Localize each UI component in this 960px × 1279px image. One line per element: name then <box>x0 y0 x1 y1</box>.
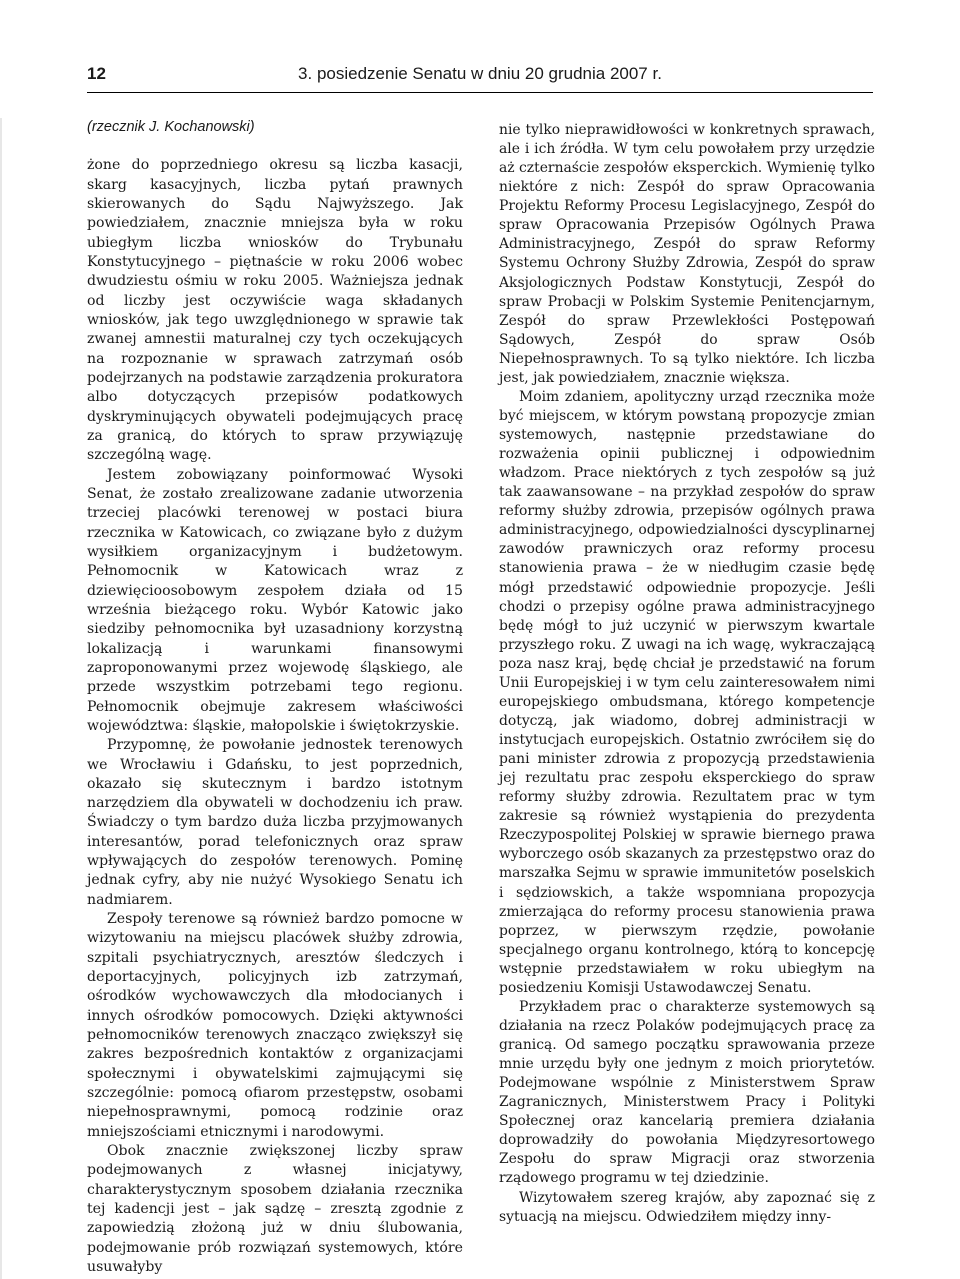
paragraph: Moim zdaniem, apolityczny urząd rzecznika może być miejscem, w którym powstaną propozycje zmian systemowych, następnie przedstawiane do rozważenia opinii publicznej i odpowiednim władzom. Prace niektórych z tych zespołów są już tak zaawansowane – na przykład zespołów do spraw reformy służby zdrowia, przepisów ogólnych prawa administracyjnego, odpowiedzialności dyscyplinarnej zawodów prawniczych oraz reformy procesu stanowienia prawa – że w niedługim czasie będę mógł przedstawić odpowiednie propozycje. Jeśli chodzi o przepisy ogólne prawa administracyjnego będę mógł to już uczynić w pierwszym kwartale przyszłego roku. Z uwagi na ich wagę, wykraczającą poza nasz kraj, będę chciał je przedstawić na forum Unii Europejskiej i w tym celu zainteresowałem nimi europejskiego ombudsmana, którego kompetencje dotyczą, jak wiadomo, dobrej administracji w instytucjach europejskich. Ostatnio zwróciłem się do pani minister zdrowia z propozycją przedstawienia jej rezultatu prac zespołu eksperckiego do spraw reformy służby zdrowia. Rezultatem prac w tym zakresie są również wystąpienia do prezydenta Rzeczypospolitej Polskiej w sprawie biernego prawa wyborczego osób skazanych za przestępstwo oraz do marszałka Sejmu w sprawie immunitetów poselskich i sędziowskich, a także wspomniana propozycja zmierzająca do reformy procesu stanowienia prawa poprzez, w pierwszym rzędzie, powołanie specjalnego organu kontrolnego, którą to koncepcję wstępnie przedstawiałem w roku ubiegłym na posiedzeniu Komisji Ustawodawczej Senatu. <box>499 388 875 996</box>
page-number: 12 <box>87 64 106 83</box>
paragraph: żone do poprzedniego okresu są liczba kasacji, skarg kasacyjnych, liczba pytań prawnych skierowanych do Sądu Najwyższego. Jak powiedziałem, znacznie mniejsza była w roku ubiegłym liczba wniosków do Trybunału Konstytucyjnego – piętnaście w roku 2006 wobec dwudziestu ośmiu w roku 2005. Ważniejsza jednak od liczby jest oczywiście waga składanych wniosków, jak tego uwzględnionego w sprawie tak zwanej amnestii maturalnej czy tych oczekujących na rozpoznanie w sprawach zatrzymań osób podejrzanych na podstawie zarządzenia prokuratora albo dotyczących przepisów podatkowych dyskryminujących obywateli podejmujących pracę za granicą, do których to spraw przywiązuję szczególną wagę. <box>87 157 463 464</box>
paragraph: Jestem zobowiązany poinformować Wysoki Senat, że zostało zrealizowane zadanie utworzenia trzeciej placówki terenowej w postaci biura rzecznika w Katowicach, co związane było z dużym wysiłkiem organizacyjnym i budżetowym. Pełnomocnik w Katowicach wraz z dziewięcioosobowym zespołem działa od 15 września bieżącego roku. Wybór Katowic jako siedziby pełnomocnika był uzasadniony korzystną lokalizacją i warunkami finansowymi zaproponowanymi przez wojewodę śląskiego, ale przede wszystkim potrzebami tego regionu. Pełnomocnik obejmuje zakresem właściwości województwa: śląskie, małopolskie i świętokrzyskie. <box>87 466 463 734</box>
paragraph: Obok znacznie zwiększonej liczby spraw podejmowanych z własnej inicjatywy, charakterystycznym sposobem działania rzecznika tej kadencji jest – jak sądzę – zresztą zgodnie z zapowiedzią złożoną już w dniu ślubowania, podejmowanie prób rozwiązań systemowych, które usuwałyby <box>87 1143 463 1276</box>
right-column <box>499 121 875 1227</box>
paragraph: Zespoły terenowe są również bardzo pomocne w wizytowaniu na miejscu placówek służby zdrowia, szpitali psychiatrycznych, aresztów śledczych i deportacyjnych, policyjnych izb zatrzymań, ośrodków wychowawczych dla młodocianych i innych ośrodków pomocowych. Dzięki aktywności pełnomocników terenowych znacząco zwiększył się zakres bezpośrednich kontaktów z organizacjami społecznymi i obywatelskimi zajmującymi się szczególnie: pomocą ofiarom przestępstw, osobami niepełnosprawnymi, pomocą rodzinie oraz mniejszościami etnicznymi i narodowymi. <box>87 911 463 1140</box>
page-header <box>87 64 873 90</box>
header-rule <box>87 92 873 93</box>
paragraph: Przykładem prac o charakterze systemowych są działania na rzecz Polaków podejmujących pracę za granicą. Od samego początku sprawowania przeze mnie urzędu były one jednym z moich priorytetów. Podejmowane wspólnie z Ministerstwem Spraw Zagranicznych, Ministerstwem Pracy i Polityki Społecznej oraz kancelarią premiera działania doprowadziły do powołania Międzyresortowego Zespołu do spraw Migracji oraz stworzenia rządowego programu w tej dziedzinie. <box>499 998 875 1187</box>
paragraph: Przypomnę, że powołanie jednostek terenowych we Wrocławiu i Gdańsku, to jest poprzednich, okazało się skutecznym i bardzo istotnym narzędziem dla obywateli w dochodzeniu ich praw. Świadczy o tym bardzo duża liczba przyjmowanych interesantów, porad telefonicznych oraz spraw wpływających do zespołów terenowych. Pominę jednak cyfry, aby nie nużyć Wysokiego Senatu ich nadmiarem. <box>87 737 463 908</box>
paragraph: Wizytowałem szereg krajów, aby zapoznać się z sytuacją na miejscu. Odwiedziłem między inny- <box>499 1189 875 1225</box>
speaker-label: (rzecznik J. Kochanowski) <box>87 119 255 135</box>
running-title: 3. posiedzenie Senatu w dniu 20 grudnia 2007 r. <box>298 64 662 83</box>
paragraph: nie tylko nieprawidłowości w konkretnych sprawach, ale i ich źródła. W tym celu powołałem przy urzędzie aż czternaście zespołów eksperckich. Wymienię tylko niektóre z nich: Zespół do spraw Opracowania Projektu Reformy Procesu Legislacyjnego, Zespół do spraw Opracowania Przepisów Ogólnych Prawa Administracyjnego, Zespół do spraw Reformy Systemu Ochrony Służby Zdrowia, Zespół do spraw Aksjologicznych Podstaw Konstytucji, Zespół do spraw Probacji w Polskim Systemie Penitencjarnym, Zespół do spraw Przewlekłości Postępowań Sądowych, Zespół do spraw Osób Niepełnosprawnych. To są tylko niektóre. Ich liczba jest, jak powiedziałem, znacznie większa. <box>499 122 875 386</box>
left-column <box>87 118 463 1277</box>
page-edge-shadow <box>0 118 2 1279</box>
